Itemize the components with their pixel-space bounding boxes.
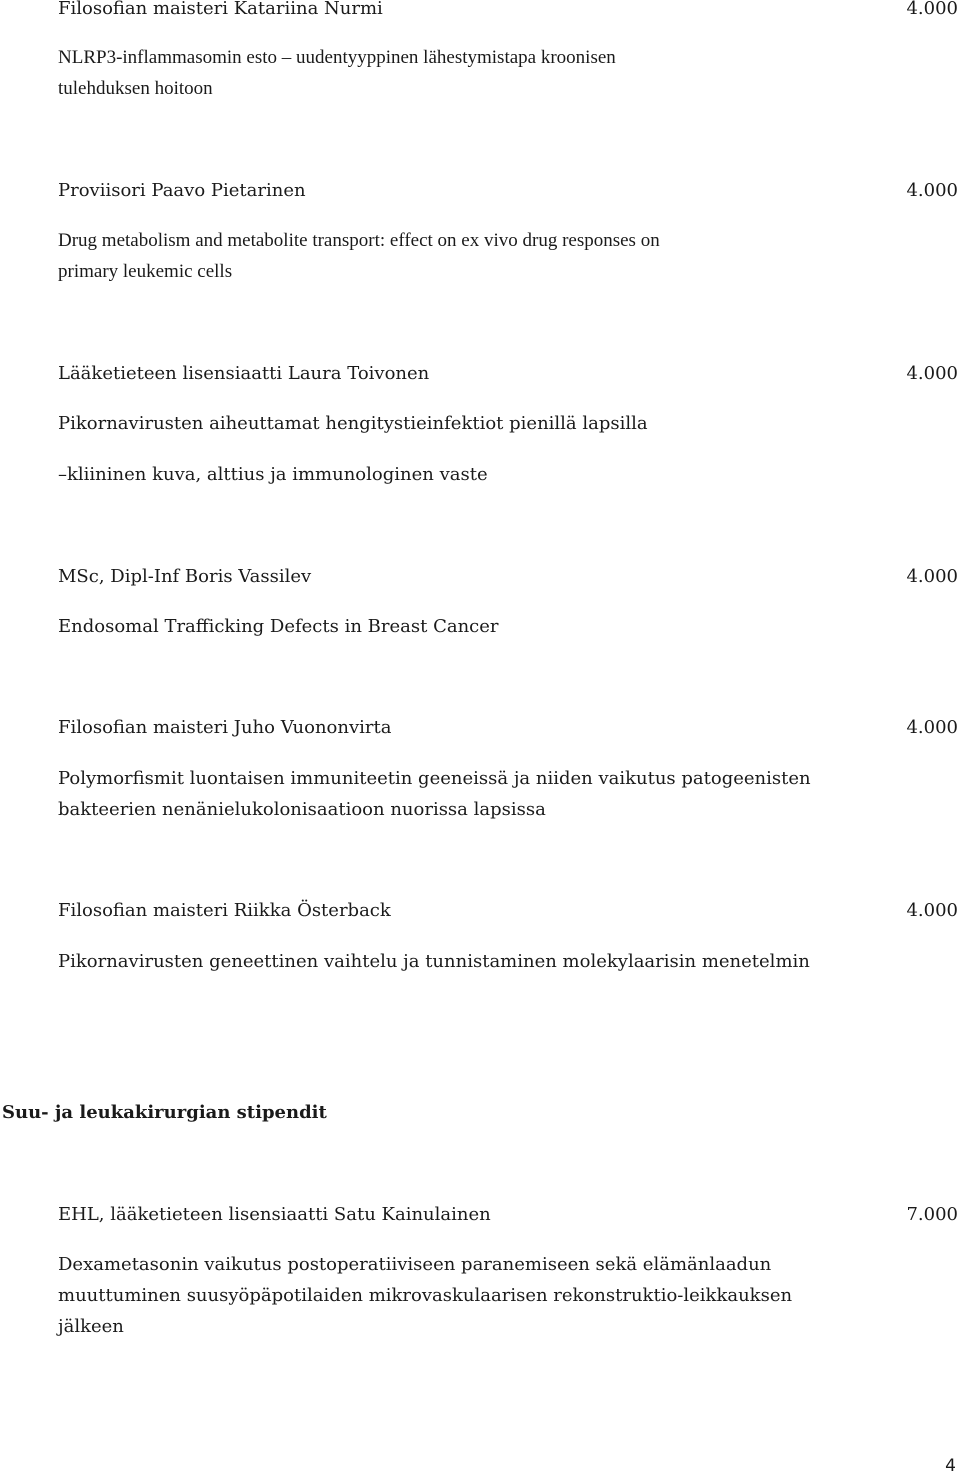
grant-amount: 4.000	[906, 0, 958, 19]
recipient-name: Filosofian maisteri Katariina Nurmi	[58, 0, 383, 19]
grant-amount: 4.000	[906, 180, 958, 201]
research-title-line: Drug metabolism and metabolite transport: effect on ex vivo drug responses on	[58, 230, 660, 251]
section-heading: Suu- ja leukakirurgian stipendit	[2, 1102, 327, 1123]
grant-amount: 7.000	[906, 1204, 958, 1225]
recipient-name: Proviisori Paavo Pietarinen	[58, 180, 306, 201]
recipient-name: MSc, Dipl-Inf Boris Vassilev	[58, 566, 312, 587]
page-number: 4	[945, 1456, 956, 1476]
grant-amount: 4.000	[906, 900, 958, 921]
research-title-line: Pikornavirusten aiheuttamat hengitystieinfektiot pienillä lapsilla	[58, 413, 648, 434]
grant-amount: 4.000	[906, 363, 958, 384]
recipient-name: Filosofian maisteri Riikka Österback	[58, 900, 391, 921]
research-title-line: bakteerien nenänielukolonisaatioon nuorissa lapsissa	[58, 799, 546, 820]
research-title-line: jälkeen	[58, 1316, 124, 1337]
research-title-line: –kliininen kuva, alttius ja immunologinen vaste	[58, 464, 488, 485]
recipient-name: Filosofian maisteri Juho Vuononvirta	[58, 717, 392, 738]
research-title-line: Endosomal Trafficking Defects in Breast Cancer	[58, 616, 499, 637]
grant-amount: 4.000	[906, 717, 958, 738]
recipient-name: EHL, lääketieteen lisensiaatti Satu Kainulainen	[58, 1204, 491, 1225]
research-title-line: NLRP3-inflammasomin esto – uudentyyppinen lähestymistapa kroonisen	[58, 47, 616, 68]
research-title-line: Pikornavirusten geneettinen vaihtelu ja tunnistaminen molekylaarisin menetelmin	[58, 951, 810, 972]
research-title-line: muuttuminen suusyöpäpotilaiden mikrovaskulaarisen rekonstruktio-leikkauksen	[58, 1285, 793, 1306]
grant-amount: 4.000	[906, 566, 958, 587]
research-title-line: primary leukemic cells	[58, 261, 233, 282]
recipient-name: Lääketieteen lisensiaatti Laura Toivonen	[58, 363, 430, 384]
research-title-line: Dexametasonin vaikutus postoperatiiviseen paranemiseen sekä elämänlaadun	[58, 1254, 772, 1275]
research-title-line: Polymorfismit luontaisen immuniteetin geeneissä ja niiden vaikutus patogeenisten	[58, 768, 811, 789]
research-title-line: tulehduksen hoitoon	[58, 78, 213, 99]
